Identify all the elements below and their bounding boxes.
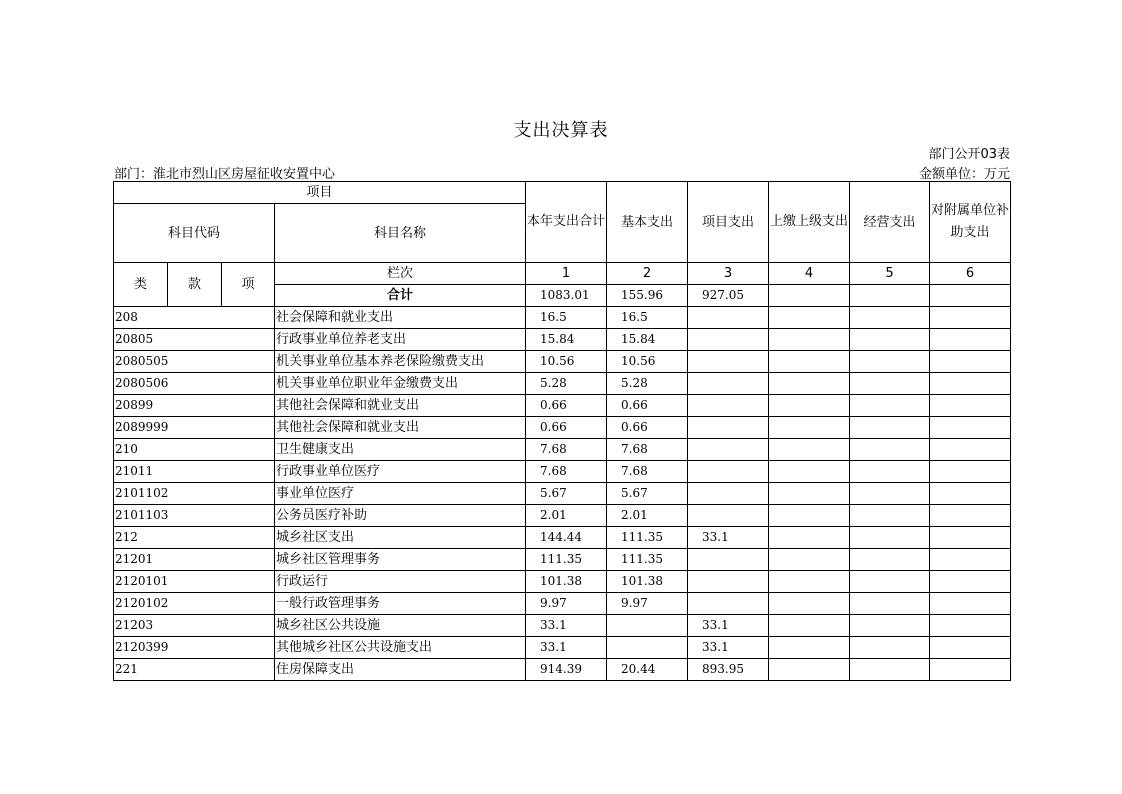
row-project: 33.1 [688, 615, 769, 637]
row-name: 其他社会保障和就业支出 [275, 395, 526, 417]
row-total: 10.56 [526, 351, 607, 373]
row-subsidy [930, 527, 1011, 549]
row-project [688, 593, 769, 615]
row-basic: 7.68 [607, 439, 688, 461]
row-total: 144.44 [526, 527, 607, 549]
row-subsidy [930, 505, 1011, 527]
row-upper [769, 351, 850, 373]
table-row [114, 527, 1011, 549]
table-row [114, 615, 1011, 637]
expenditure-table [113, 181, 1011, 681]
row-name: 行政运行 [275, 571, 526, 593]
row-subsidy [930, 329, 1011, 351]
row-project: 33.1 [688, 527, 769, 549]
table-row [114, 505, 1011, 527]
row-subsidy [930, 593, 1011, 615]
table-row [114, 483, 1011, 505]
row-business [850, 461, 930, 483]
header-col-basic: 基本支出 [607, 182, 688, 263]
row-subsidy [930, 373, 1011, 395]
unit-label: 金额单位：万元 [918, 167, 1010, 182]
row-business [850, 483, 930, 505]
col-number-3: 3 [688, 263, 769, 285]
row-upper [769, 395, 850, 417]
row-code: 2089999 [114, 417, 275, 439]
row-name: 城乡社区管理事务 [275, 549, 526, 571]
row-name: 其他城乡社区公共设施支出 [275, 637, 526, 659]
header-project: 项目 [114, 182, 526, 204]
total-subsidy [930, 285, 1011, 307]
row-business [850, 615, 930, 637]
row-upper [769, 505, 850, 527]
row-code: 221 [114, 659, 275, 681]
row-basic: 2.01 [607, 505, 688, 527]
row-business [850, 637, 930, 659]
row-total: 2.01 [526, 505, 607, 527]
row-basic: 16.5 [607, 307, 688, 329]
row-business [850, 505, 930, 527]
row-subsidy [930, 395, 1011, 417]
table-row [114, 395, 1011, 417]
row-subsidy [930, 571, 1011, 593]
row-business [850, 373, 930, 395]
row-name: 社会保障和就业支出 [275, 307, 526, 329]
header-lei: 类 [114, 263, 168, 307]
row-code: 2101102 [114, 483, 275, 505]
row-basic: 15.84 [607, 329, 688, 351]
row-code: 2120101 [114, 571, 275, 593]
table-row [114, 307, 1011, 329]
page-title: 支出决算表 [513, 120, 609, 141]
row-project [688, 571, 769, 593]
row-code: 2080506 [114, 373, 275, 395]
row-project [688, 395, 769, 417]
row-name: 机关事业单位职业年金缴费支出 [275, 373, 526, 395]
header-col-subsidy: 对附属单位补助支出 [930, 182, 1011, 263]
row-basic: 7.68 [607, 461, 688, 483]
row-name: 一般行政管理事务 [275, 593, 526, 615]
row-total: 111.35 [526, 549, 607, 571]
row-name: 其他社会保障和就业支出 [275, 417, 526, 439]
col-number-1: 1 [526, 263, 607, 285]
header-col-total: 本年支出合计 [526, 182, 607, 263]
row-upper [769, 615, 850, 637]
row-name: 事业单位医疗 [275, 483, 526, 505]
header-xiang: 项 [222, 263, 275, 307]
row-name: 卫生健康支出 [275, 439, 526, 461]
row-subsidy [930, 637, 1011, 659]
header-kuan: 款 [168, 263, 222, 307]
table-row [114, 417, 1011, 439]
row-project [688, 439, 769, 461]
header-code: 科目代码 [114, 204, 275, 263]
row-project: 893.95 [688, 659, 769, 681]
row-subsidy [930, 615, 1011, 637]
row-business [850, 659, 930, 681]
row-subsidy [930, 659, 1011, 681]
row-upper [769, 417, 850, 439]
total-project: 927.05 [688, 285, 769, 307]
row-name: 城乡社区公共设施 [275, 615, 526, 637]
row-upper [769, 549, 850, 571]
header-lanci: 栏次 [275, 263, 526, 285]
row-upper [769, 307, 850, 329]
row-basic: 10.56 [607, 351, 688, 373]
header-col-upper: 上缴上级支出 [769, 182, 850, 263]
row-basic: 111.35 [607, 527, 688, 549]
row-project [688, 351, 769, 373]
row-subsidy [930, 417, 1011, 439]
row-upper [769, 593, 850, 615]
row-basic: 101.38 [607, 571, 688, 593]
row-name: 行政事业单位医疗 [275, 461, 526, 483]
row-project [688, 329, 769, 351]
row-total: 5.28 [526, 373, 607, 395]
row-business [850, 417, 930, 439]
row-total: 101.38 [526, 571, 607, 593]
row-subsidy [930, 549, 1011, 571]
total-basic: 155.96 [607, 285, 688, 307]
row-code: 210 [114, 439, 275, 461]
row-total: 16.5 [526, 307, 607, 329]
row-code: 2120102 [114, 593, 275, 615]
table-row [114, 329, 1011, 351]
row-basic: 5.28 [607, 373, 688, 395]
row-total: 914.39 [526, 659, 607, 681]
row-project [688, 549, 769, 571]
row-basic: 9.97 [607, 593, 688, 615]
row-total: 9.97 [526, 593, 607, 615]
row-subsidy [930, 483, 1011, 505]
row-project [688, 483, 769, 505]
table-row [114, 351, 1011, 373]
row-business [850, 395, 930, 417]
row-subsidy [930, 439, 1011, 461]
row-total: 0.66 [526, 417, 607, 439]
row-business [850, 351, 930, 373]
table-row [114, 571, 1011, 593]
row-total: 0.66 [526, 395, 607, 417]
row-name: 机关事业单位基本养老保险缴费支出 [275, 351, 526, 373]
row-code: 20899 [114, 395, 275, 417]
table-row [114, 439, 1011, 461]
table-row [114, 373, 1011, 395]
row-business [850, 307, 930, 329]
table-row [114, 637, 1011, 659]
row-upper [769, 659, 850, 681]
row-basic: 0.66 [607, 395, 688, 417]
row-name: 城乡社区支出 [275, 527, 526, 549]
row-upper [769, 373, 850, 395]
row-total: 33.1 [526, 637, 607, 659]
row-basic: 0.66 [607, 417, 688, 439]
row-name: 住房保障支出 [275, 659, 526, 681]
department-label: 部门：淮北市烈山区房屋征收安置中心 [114, 167, 336, 182]
header-col-project: 项目支出 [688, 182, 769, 263]
row-code: 20805 [114, 329, 275, 351]
table-row [114, 461, 1011, 483]
row-basic: 5.67 [607, 483, 688, 505]
row-basic: 111.35 [607, 549, 688, 571]
row-basic [607, 637, 688, 659]
row-code: 208 [114, 307, 275, 329]
row-code: 21203 [114, 615, 275, 637]
row-code: 21011 [114, 461, 275, 483]
row-upper [769, 439, 850, 461]
col-number-5: 5 [850, 263, 930, 285]
row-name: 行政事业单位养老支出 [275, 329, 526, 351]
row-code: 2101103 [114, 505, 275, 527]
row-code: 21201 [114, 549, 275, 571]
total-sum: 1083.01 [526, 285, 607, 307]
row-project: 33.1 [688, 637, 769, 659]
row-upper [769, 571, 850, 593]
row-upper [769, 483, 850, 505]
row-subsidy [930, 307, 1011, 329]
row-project [688, 505, 769, 527]
row-basic: 20.44 [607, 659, 688, 681]
row-total: 33.1 [526, 615, 607, 637]
table-row [114, 659, 1011, 681]
table-row [114, 593, 1011, 615]
row-business [850, 571, 930, 593]
header-col-business: 经营支出 [850, 182, 930, 263]
row-upper [769, 527, 850, 549]
row-subsidy [930, 461, 1011, 483]
row-total: 7.68 [526, 439, 607, 461]
row-business [850, 593, 930, 615]
col-number-2: 2 [607, 263, 688, 285]
row-project [688, 373, 769, 395]
row-upper [769, 461, 850, 483]
total-business [850, 285, 930, 307]
row-code: 2080505 [114, 351, 275, 373]
form-number: 部门公开03表 [928, 147, 1010, 162]
row-project [688, 461, 769, 483]
row-business [850, 329, 930, 351]
row-business [850, 439, 930, 461]
total-label: 合计 [275, 285, 526, 307]
row-project [688, 307, 769, 329]
table-row [114, 549, 1011, 571]
total-upper [769, 285, 850, 307]
row-total: 5.67 [526, 483, 607, 505]
row-subsidy [930, 351, 1011, 373]
col-number-4: 4 [769, 263, 850, 285]
row-total: 15.84 [526, 329, 607, 351]
row-code: 212 [114, 527, 275, 549]
row-business [850, 527, 930, 549]
row-upper [769, 637, 850, 659]
row-name: 公务员医疗补助 [275, 505, 526, 527]
row-basic [607, 615, 688, 637]
row-upper [769, 329, 850, 351]
row-business [850, 549, 930, 571]
row-project [688, 417, 769, 439]
header-name: 科目名称 [275, 204, 526, 263]
col-number-6: 6 [930, 263, 1011, 285]
row-code: 2120399 [114, 637, 275, 659]
row-total: 7.68 [526, 461, 607, 483]
